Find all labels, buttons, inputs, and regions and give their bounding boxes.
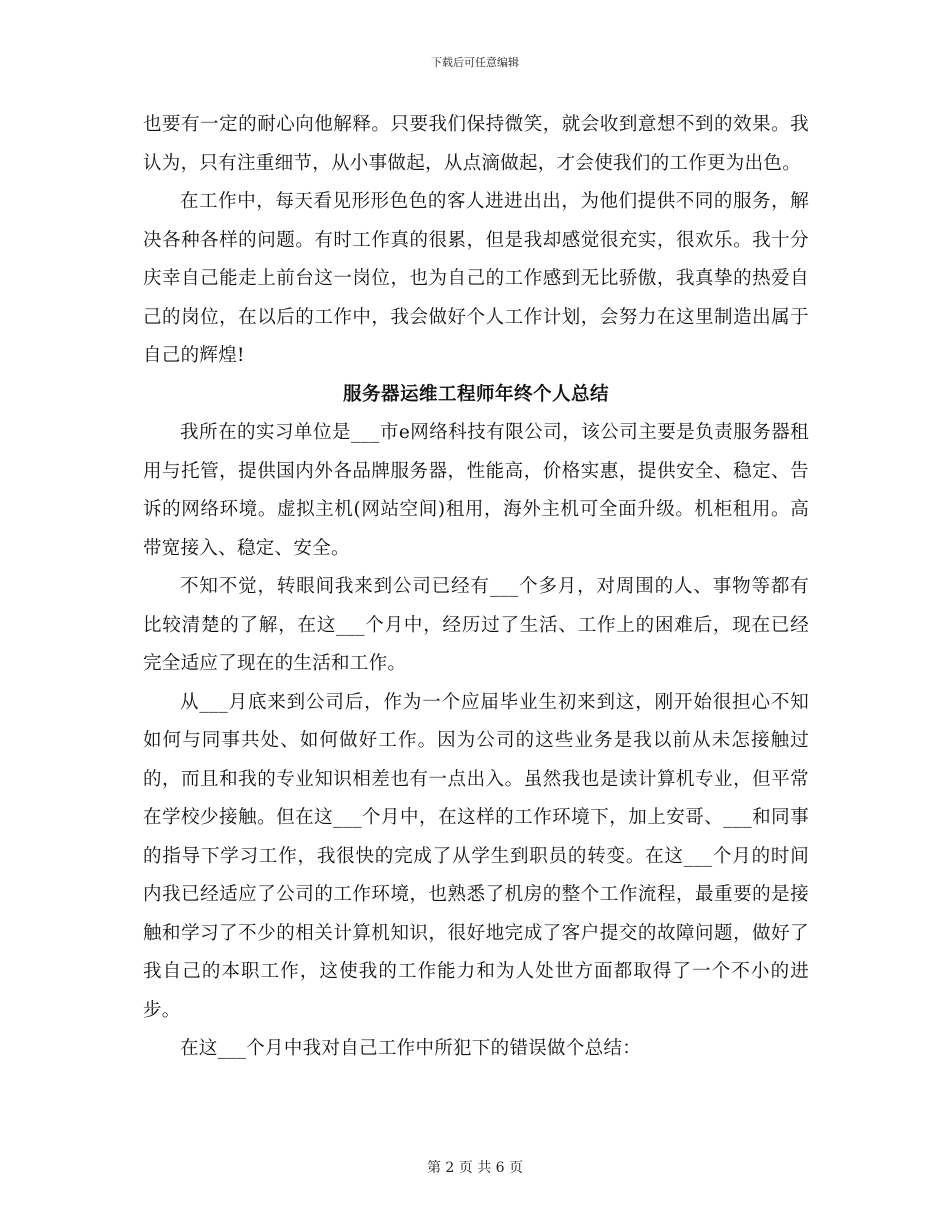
paragraph-work-reflection: 在工作中，每天看见形形色色的客人进进出出，为他们提供不同的服务，解决各种各样的问题。有时工作真的很累，但是我却感觉很充实，很欢乐。我十分庆幸自己能走上前台这一岗位，也为自己的工作感到无比骄傲，我真挚的热爱自己的岗位，在以后的工作中，我会做好个人工作计划，会努力在这里制造出属于自己的辉煌!	[143, 191, 809, 366]
page-number-footer: 第 2 页 共 6 页	[426, 1160, 524, 1176]
paragraph-continuation: 也要有一定的耐心向他解释。只要我们保持微笑，就会收到意想不到的效果。我认为，只有注重细节，从小事做起，从点滴做起，才会使我们的工作更为出色。	[143, 114, 809, 174]
paragraph-company-intro: 我所在的实习单位是___市e网络科技有限公司，该公司主要是负责服务器租用与托管，提供国内外各品牌服务器，性能高，价格实惠，提供安全、稳定、告诉的网络环境。虚拟主机(网站空间)租用，海外主机可全面升级。机柜租用。高带宽接入、稳定、安全。	[143, 422, 809, 559]
document-body	[143, 106, 809, 1069]
paragraph-growth: 从___月底来到公司后，作为一个应届毕业生初来到这，刚开始很担心不知如何与同事共处、如何做好工作。因为公司的这些业务是我以前从未怎接触过的，而且和我的专业知识相差也有一点出入。虽然我也是读计算机专业，但平常在学校少接触。但在这___个月中，在这样的工作环境下，加上安哥、___和同事的指导下学习工作，我很快的完成了从学生到职员的转变。在这___个月的时间内我已经适应了公司的工作环境，也熟悉了机房的整个工作流程，最重要的是接触和学习了不少的相关计算机知识，很好地完成了客户提交的故障问题，做好了我自己的本职工作，这使我的工作能力和为人处世方面都取得了一个不小的进步。	[143, 691, 809, 1021]
paragraph-summary-intro: 在这___个月中我对自己工作中所犯下的错误做个总结：	[180, 1038, 642, 1059]
section-title: 服务器运维工程师年终个人总结	[342, 383, 609, 405]
page-header: 下载后可任意编辑	[431, 56, 519, 69]
paragraph-adaptation: 不知不觉，转眼间我来到公司已经有___个多月，对周围的人、事物等都有比较清楚的了解，在这___个月中，经历过了生活、工作上的困难后，现在已经完全适应了现在的生活和工作。	[143, 576, 809, 674]
